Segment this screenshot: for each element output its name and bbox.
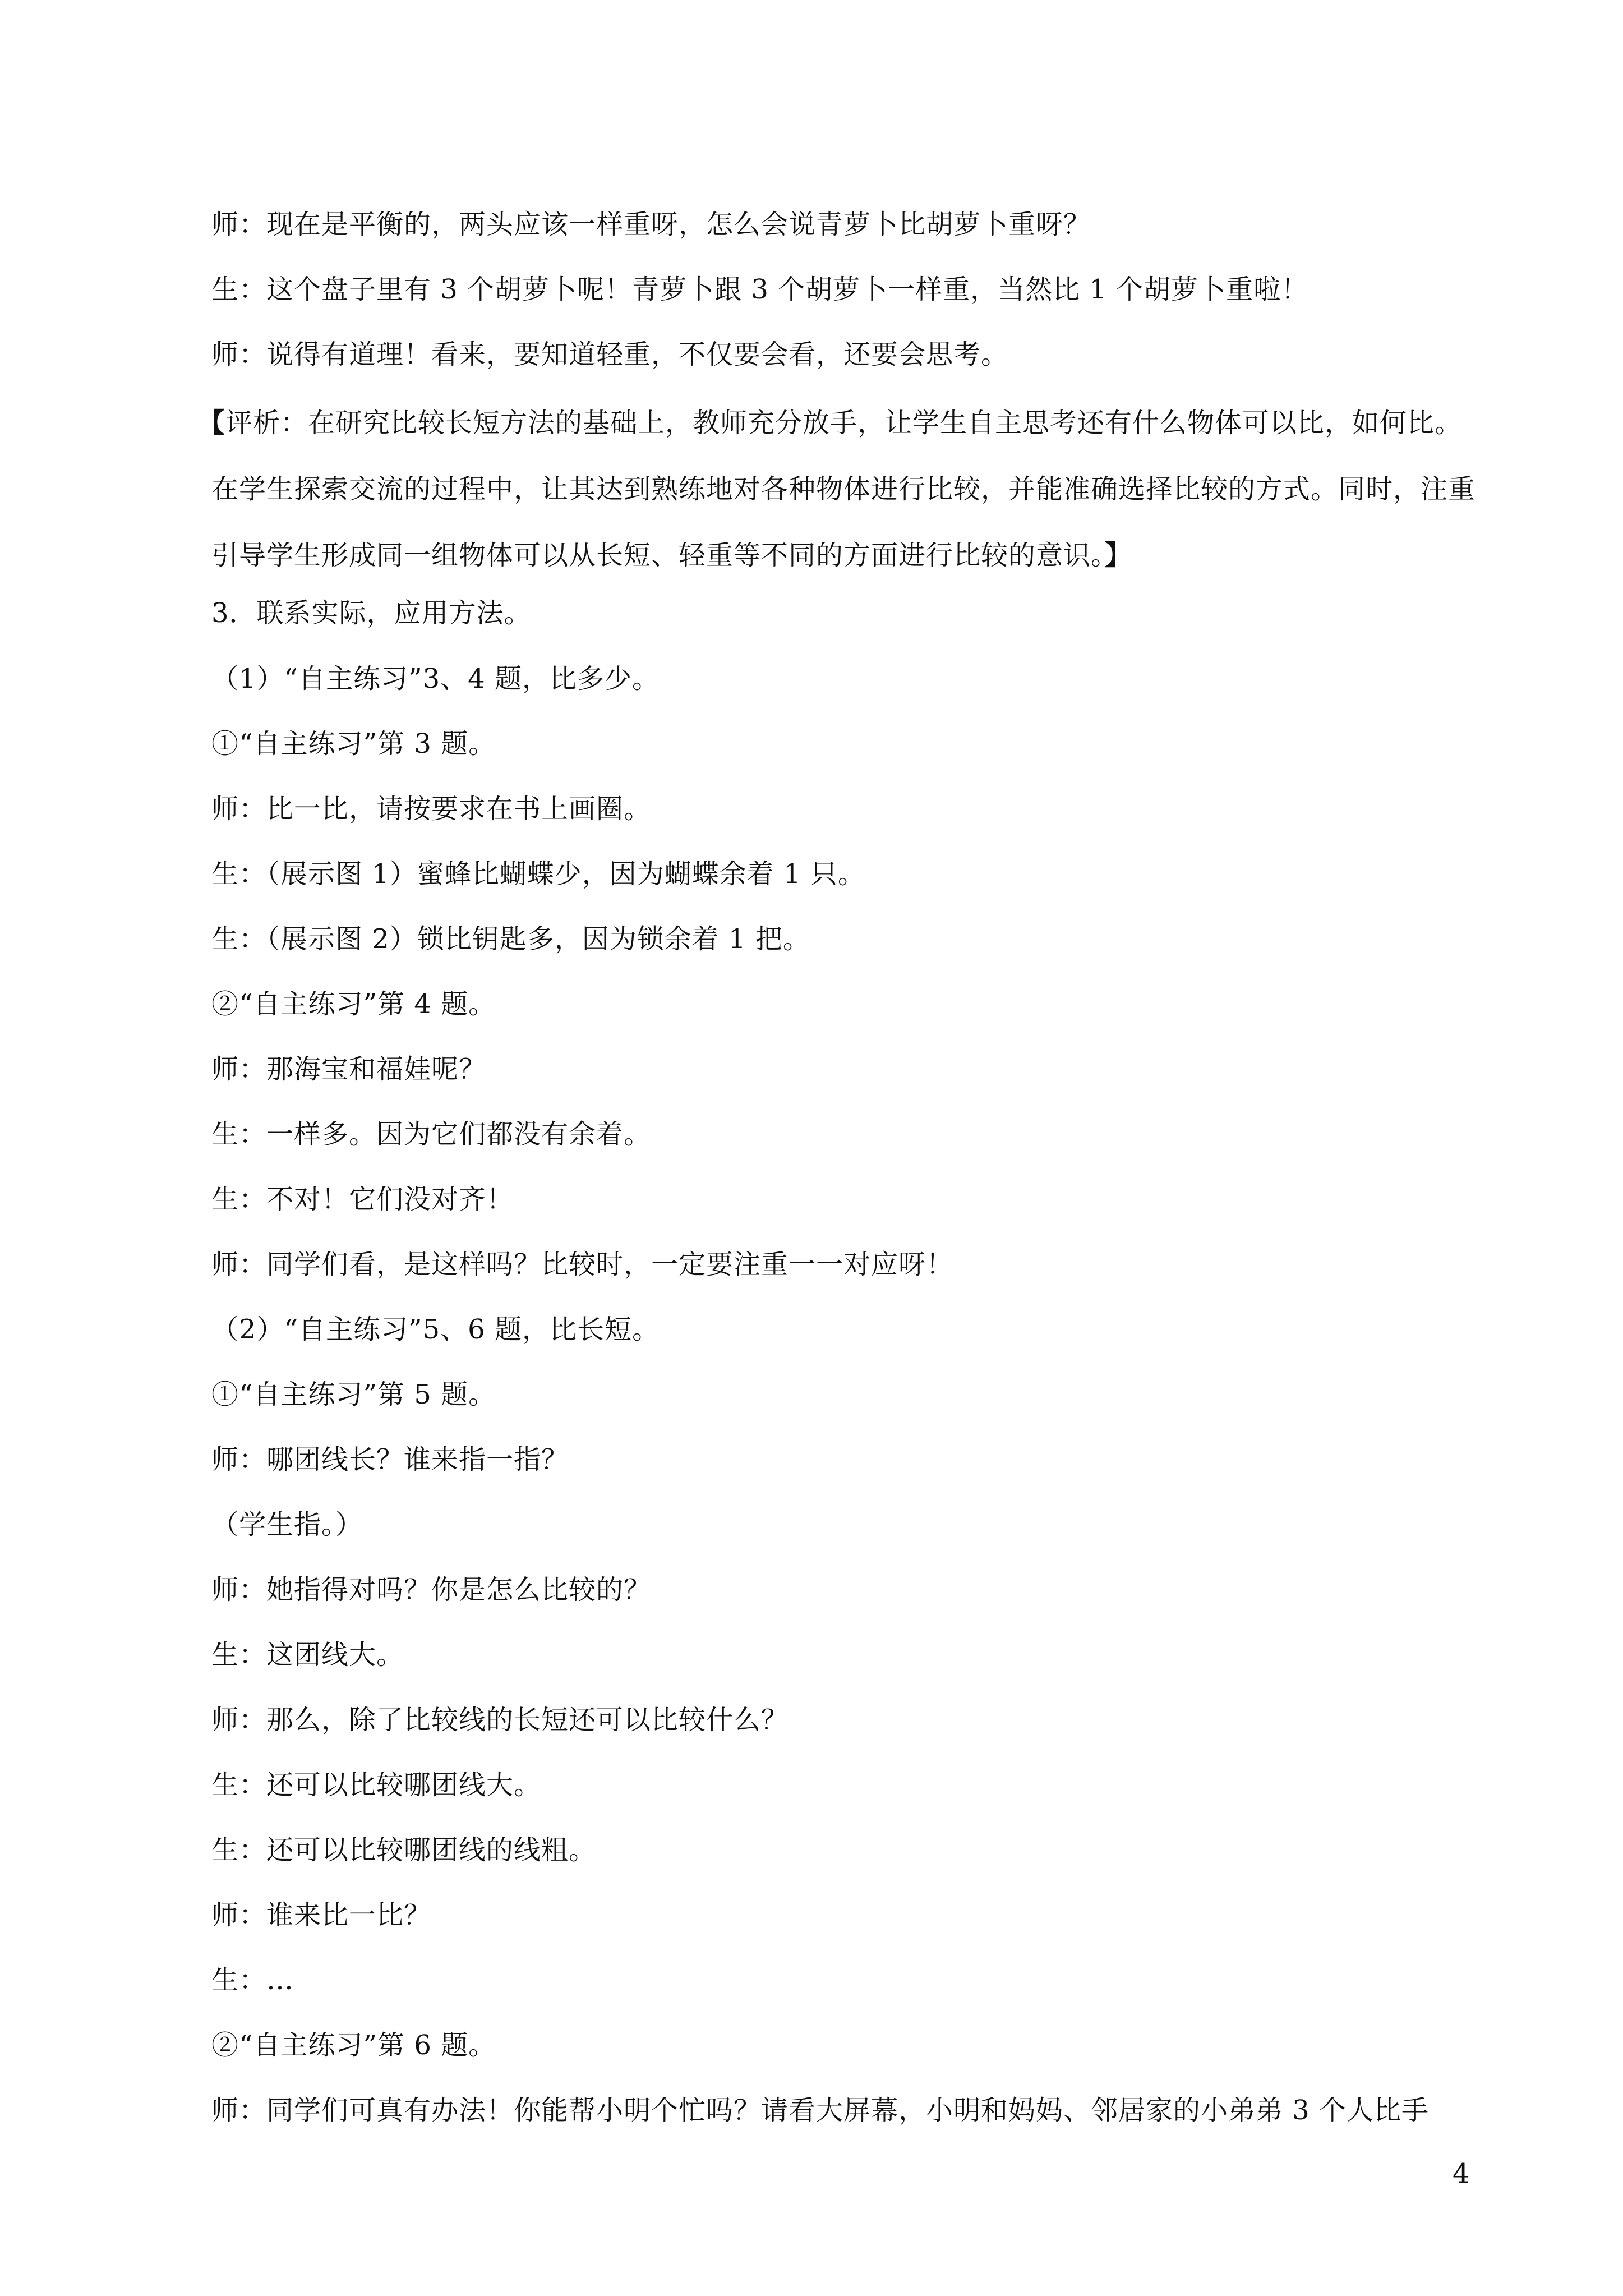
text-line: 师：同学们看，是这样吗？比较时，一定要注重一一对应呀！ xyxy=(211,1249,954,1280)
comment-paragraph xyxy=(198,390,1480,588)
text-line: 生：（展示图 2）锁比钥匙多，因为锁余着 1 把。 xyxy=(211,923,810,955)
text-line: 师：谁来比一比？ xyxy=(211,1899,432,1931)
sub-heading: （2）“自主练习”5、6 题，比长短。 xyxy=(211,1314,660,1345)
text-line: 师：她指得对吗？你是怎么比较的？ xyxy=(211,1574,652,1605)
text-line: 师：比一比，请按要求在书上画圈。 xyxy=(211,793,652,825)
text-line: 师：说得有道理！看来，要知道轻重，不仅要会看，还要会思考。 xyxy=(211,339,1009,370)
comment-close-bracket: 】 xyxy=(1105,540,1133,571)
text-line: 师：哪团线长？谁来指一指？ xyxy=(211,1444,569,1475)
exercise-label: ②“自主练习”第 6 题。 xyxy=(211,2030,496,2061)
page-number: 4 xyxy=(1453,2158,1470,2189)
text-line: 生：还可以比较哪团线大。 xyxy=(211,1769,542,1801)
text-line: 师：那海宝和福娃呢？ xyxy=(211,1053,487,1085)
sub-heading: （1）“自主练习”3、4 题，比多少。 xyxy=(211,663,660,694)
text-line: 生：不对！它们没对齐！ xyxy=(211,1184,514,1215)
comment-open-bracket: 【 xyxy=(198,407,226,439)
exercise-label: ②“自主练习”第 4 题。 xyxy=(211,988,496,1020)
text-line: 生：还可以比较哪团线的线粗。 xyxy=(211,1834,597,1866)
text-line: 生：这个盘子里有 3 个胡萝卜呢！青萝卜跟 3 个胡萝卜一样重，当然比 1 个胡萝卜重啦！ xyxy=(211,274,1309,305)
exercise-label: ①“自主练习”第 3 题。 xyxy=(211,728,496,760)
comment-text: 评析：在研究比较长短方法的基础上，教师充分放手，让学生自主思考还有什么物体可以比，如何比。在学生探索交流的过程中，让其达到熟练地对各种物体进行比较，并能准确选择比较的方式。同时，注重引导学生形成同一组物体可以从长短、轻重等不同的方面进行比较的意识。 xyxy=(211,407,1476,571)
text-line: 师：现在是平衡的，两头应该一样重呀，怎么会说青萝卜比胡萝卜重呀？ xyxy=(211,209,1091,240)
text-line: 生：这团线大。 xyxy=(211,1639,404,1671)
text-line: 师：同学们可真有办法！你能帮小明个忙吗？请看大屏幕，小明和妈妈、邻居家的小弟弟 3 个人比手 xyxy=(211,2095,1430,2126)
text-line: 生：… xyxy=(211,1964,294,1996)
text-line: 生：一样多。因为它们都没有余着。 xyxy=(211,1119,652,1150)
text-line: 生：（展示图 1）蜜蜂比蝴蝶少，因为蝴蝶余着 1 只。 xyxy=(211,858,865,890)
section-heading: 3．联系实际，应用方法。 xyxy=(211,597,532,629)
exercise-label: ①“自主练习”第 5 题。 xyxy=(211,1379,496,1410)
text-line: 师：那么，除了比较线的长短还可以比较什么？ xyxy=(211,1704,789,1736)
text-line: （学生指。） xyxy=(211,1509,363,1540)
